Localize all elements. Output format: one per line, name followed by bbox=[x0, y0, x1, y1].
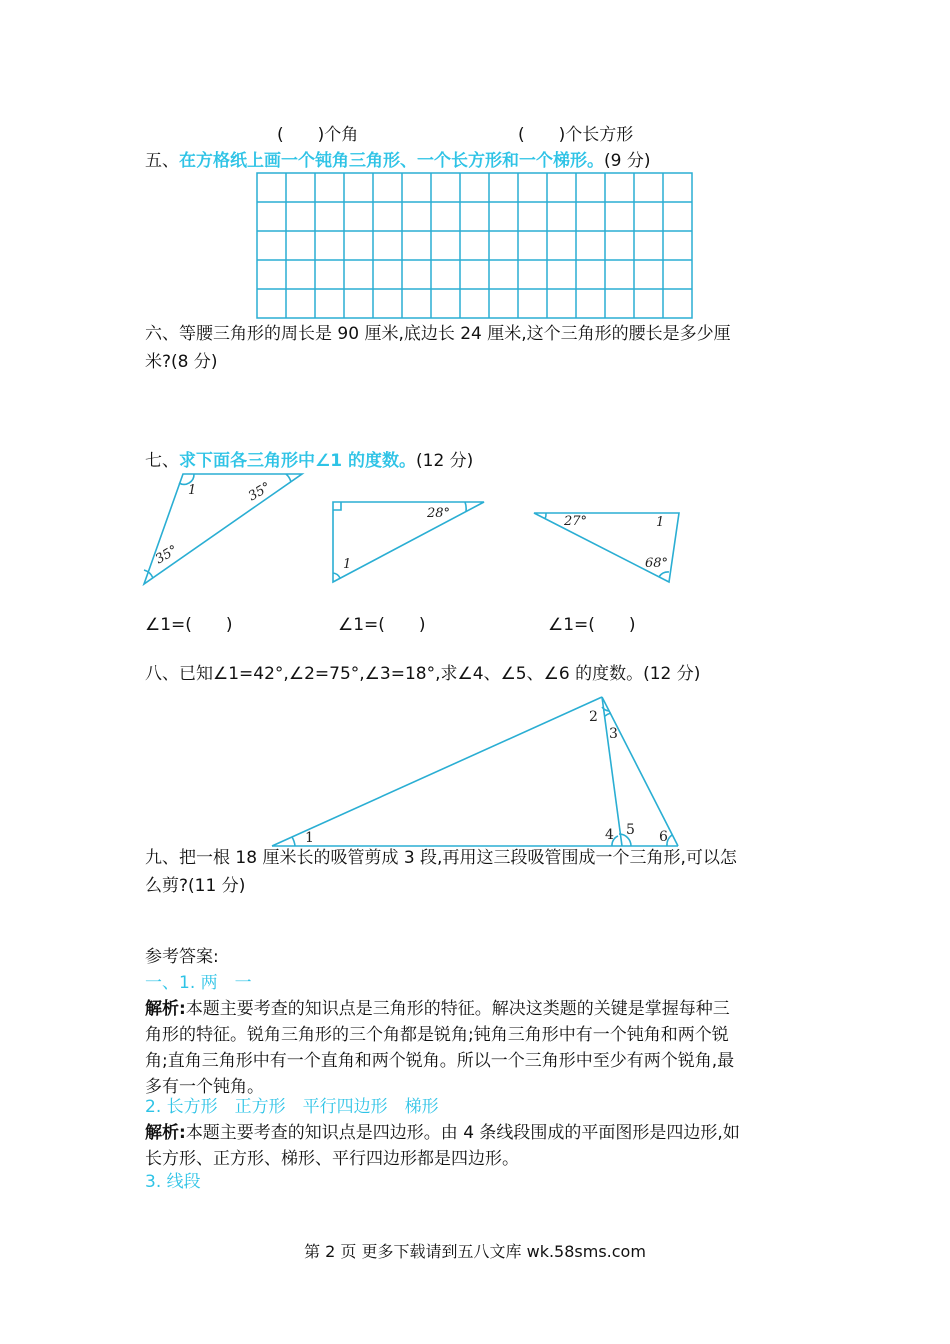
answer-2-line-1: 本题主要考查的知识点是四边形。由 4 条线段围成的平面图形是四边形,如 bbox=[185, 1123, 740, 1143]
answer-1: 一、1. 两 一 bbox=[145, 973, 252, 993]
question-7-score: (12 分) bbox=[416, 451, 474, 471]
question-7-number: 七、 bbox=[145, 451, 179, 471]
t1-label-1: 1 bbox=[188, 483, 197, 498]
blank-angles: ( )个角 bbox=[277, 125, 359, 145]
t3-label-68: 68° bbox=[645, 556, 669, 571]
q8-label-3: 3 bbox=[609, 726, 618, 742]
q8-label-5: 5 bbox=[626, 822, 635, 838]
answer-1-line-2: 角形的特征。锐角三角形的三个角都是锐角;钝角三角形中有一个钝角和两个锐 bbox=[145, 1025, 729, 1045]
t3-label-27: 27° bbox=[564, 514, 588, 529]
answer-1-label: 解析: bbox=[145, 999, 186, 1019]
q8-label-4: 4 bbox=[605, 827, 614, 843]
q8-label-1: 1 bbox=[305, 830, 314, 846]
t1-label-35a: 35° bbox=[245, 479, 274, 505]
answer-1-line-4: 多有一个钝角。 bbox=[145, 1077, 264, 1097]
answer-3: 3. 线段 bbox=[145, 1172, 201, 1192]
question-7-text: 求下面各三角形中∠1 的度数。 bbox=[179, 451, 416, 471]
t2-label-1: 1 bbox=[343, 557, 352, 572]
answer-2-line-2: 长方形、正方形、梯形、平行四边形都是四边形。 bbox=[145, 1149, 519, 1169]
question-6-line2: 米?(8 分) bbox=[145, 352, 218, 372]
t2-label-28: 28° bbox=[427, 506, 451, 521]
question-6-line1: 六、等腰三角形的周长是 90 厘米,底边长 24 厘米,这个三角形的腰长是多少厘 bbox=[145, 324, 731, 344]
question-5-text: 在方格纸上画一个钝角三角形、一个长方形和一个梯形。 bbox=[179, 151, 604, 171]
page-footer: 第 2 页 更多下载请到五八文库 wk.58sms.com bbox=[304, 1242, 646, 1261]
answer-2-explanation bbox=[145, 1120, 810, 1172]
t2-answer: ∠1=( ) bbox=[338, 615, 426, 635]
q8-label-6: 6 bbox=[659, 829, 668, 845]
t1-label-35b: 35° bbox=[152, 542, 181, 568]
question-9-line1: 九、把一根 18 厘米长的吸管剪成 3 段,再用这三段吸管围成一个三角形,可以怎 bbox=[145, 848, 737, 868]
t3-answer: ∠1=( ) bbox=[548, 615, 636, 635]
question-8: 八、已知∠1=42°,∠2=75°,∠3=18°,求∠4、∠5、∠6 的度数。(12 分) bbox=[145, 664, 701, 684]
answer-1-line-3: 角;直角三角形中有一个直角和两个锐角。所以一个三角形中至少有两个锐角,最 bbox=[145, 1051, 735, 1071]
t1-answer: ∠1=( ) bbox=[145, 615, 233, 635]
answer-2: 2. 长方形 正方形 平行四边形 梯形 bbox=[145, 1097, 439, 1117]
question-5-number: 五、 bbox=[145, 151, 179, 171]
question-9-line2: 么剪?(11 分) bbox=[145, 876, 246, 896]
answer-2-label: 解析: bbox=[145, 1123, 186, 1143]
answers-heading: 参考答案: bbox=[145, 947, 219, 967]
t3-label-1: 1 bbox=[656, 515, 665, 530]
q8-label-2: 2 bbox=[589, 709, 598, 725]
blank-rectangles: ( )个长方形 bbox=[518, 125, 634, 145]
answer-1-line-1: 本题主要考查的知识点是三角形的特征。解决这类题的关键是掌握每种三 bbox=[185, 999, 730, 1019]
question-5-score: (9 分) bbox=[604, 151, 651, 171]
answer-1-explanation bbox=[145, 996, 810, 1100]
